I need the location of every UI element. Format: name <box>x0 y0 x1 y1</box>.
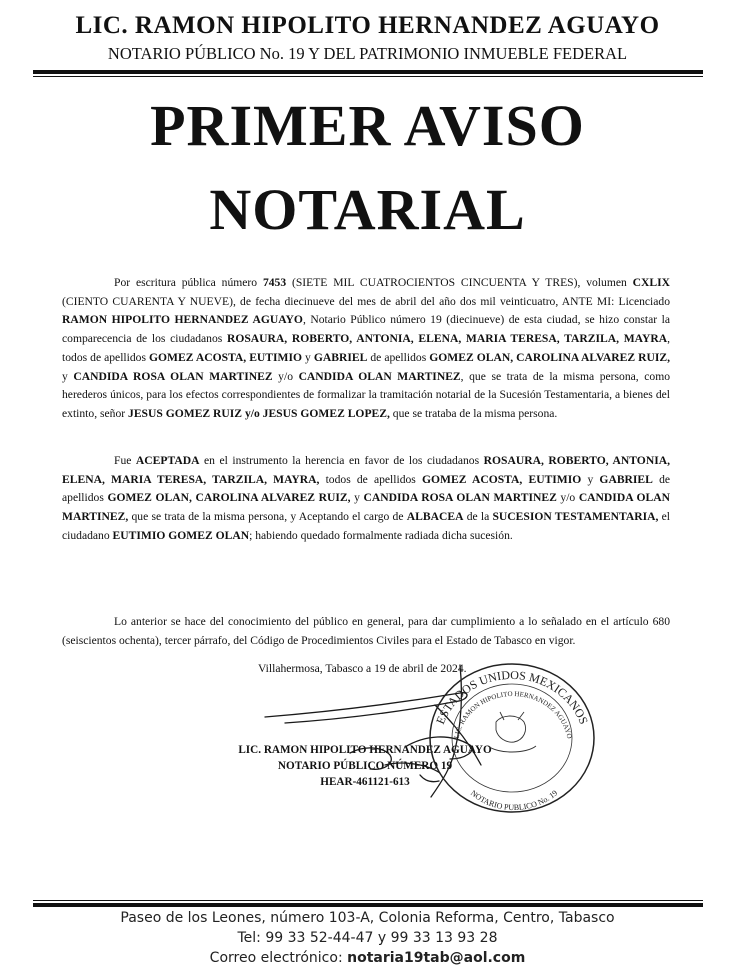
text-segment: EUTIMIO GOMEZ OLAN <box>112 528 250 542</box>
text-segment: y <box>581 472 600 486</box>
paragraph-deed <box>62 274 670 424</box>
footer-email-link[interactable]: notaria19tab@aol.com <box>347 950 526 966</box>
text-segment: CXLIX <box>632 276 670 289</box>
text-segment: (SIETE MIL CUATROCIENTOS CINCUENTA Y TRES), volumen <box>286 276 633 289</box>
seal-bottom-text: NOTARIO PUBLICO No. 19 <box>468 788 560 813</box>
paragraph-publication <box>62 613 670 650</box>
text-segment: y/o <box>556 491 579 505</box>
text-segment: de apellidos <box>367 350 430 364</box>
text-segment: GOMEZ OLAN, CAROLINA ALVAREZ RUIZ, <box>429 350 671 364</box>
place-and-date: Villahermosa, Tabasco a 19 de abril de 2024. <box>258 662 467 675</box>
footer-address: Paseo de los Leones, número 103-A, Colonia Reforma, Centro, Tabasco <box>120 910 615 926</box>
header-rule-thin <box>33 76 703 77</box>
text-segment: ; habiendo quedado formalmente radiada dicha sucesión. <box>249 528 513 542</box>
footer-rule-thin <box>33 900 703 901</box>
text-segment: Por escritura pública número <box>114 276 263 289</box>
text-segment: ACEPTADA <box>135 454 200 467</box>
text-segment: GABRIEL <box>313 350 368 364</box>
text-segment: , Notario Público número 19 (diecinueve) de esta ciudad, se hizo constar la comparecencia de los ciudadanos <box>62 313 670 346</box>
text-segment: todos de apellidos <box>319 472 422 486</box>
text-segment: y <box>350 491 364 505</box>
text-segment: CANDIDA OLAN MARTINEZ <box>298 369 461 383</box>
header-rule-thick <box>33 70 703 74</box>
text-segment: de la <box>463 510 493 524</box>
signer-name: LIC. RAMON HIPOLITO HERNANDEZ AGUAYO <box>238 744 492 756</box>
footer-phone: Tel: 99 33 52-44-47 y 99 33 13 93 28 <box>237 930 498 946</box>
eagle-emblem-icon <box>488 712 536 752</box>
text-segment: Lo anterior se hace del conocimiento del público en general, para dar cumplimiento a lo señalado en el artículo 680 (seiscientos ochenta), tercer párrafo, del Código de Procedimientos Civiles para el Estado de Tabasco en vigor. <box>62 615 670 647</box>
text-segment: ALBACEA <box>406 510 464 524</box>
text-segment: y/o <box>272 369 299 383</box>
text-segment: CANDIDA ROSA OLAN MARTINEZ <box>73 369 273 383</box>
notary-seal <box>418 650 603 815</box>
text-segment: y <box>62 369 74 383</box>
seal-inner-text: LIC. RAMON HIPOLITO HERNANDEZ AGUAYO <box>452 689 574 740</box>
text-segment: SUCESION TESTAMENTARIA, <box>492 510 659 524</box>
text-segment: 7453 <box>262 276 287 289</box>
text-segment: JESUS GOMEZ RUIZ y/o JESUS GOMEZ LOPEZ, <box>128 406 390 420</box>
seal-outer-text: ESTADOS UNIDOS MEXICANOS <box>433 667 591 727</box>
text-segment: que se trata de la misma persona, y Aceptando el cargo de <box>128 510 407 524</box>
text-segment: ROSAURA, ROBERTO, ANTONIA, ELENA, MARIA TERESA, TARZILA, MAYRA <box>226 332 668 346</box>
paragraph-acceptance <box>62 452 670 546</box>
text-segment: CANDIDA OLAN MARTINEZ, <box>62 491 671 524</box>
text-segment: RAMON HIPOLITO HERNANDEZ AGUAYO <box>62 313 303 327</box>
text-segment: Fue <box>114 454 136 467</box>
text-segment: y <box>302 350 314 364</box>
text-segment: GABRIEL <box>599 472 653 486</box>
text-segment: GOMEZ ACOSTA, EUTIMIO <box>421 472 582 486</box>
notary-subtitle: NOTARIO PÚBLICO No. 19 Y DEL PATRIMONIO INMUEBLE FEDERAL <box>107 44 628 63</box>
text-segment: de apellidos <box>62 472 671 505</box>
text-segment: GOMEZ OLAN, CAROLINA ALVAREZ RUIZ, <box>107 491 351 505</box>
footer-email-line <box>0 950 735 966</box>
text-segment: ROSAURA, ROBERTO, ANTONIA, ELENA, MARIA TERESA, TARZILA, MAYRA, <box>62 454 670 486</box>
footer-rule-thick <box>33 903 703 907</box>
document-title-line2: NOTARIAL <box>209 177 526 242</box>
text-segment: el ciudadano <box>62 510 671 542</box>
notary-name-heading: LIC. RAMON HIPOLITO HERNANDEZ AGUAYO <box>75 12 660 39</box>
text-segment: , todos de apellidos <box>62 332 670 364</box>
document-title-line1: PRIMER AVISO <box>150 93 585 158</box>
text-segment: , que se trata de la misma persona, como herederos únicos, para los efectos correspondientes de formalizar la tramitación notarial de la Sucesión Testamentaria, a bienes del extinto, señor <box>62 369 671 420</box>
text-segment: (CIENTO CUARENTA Y NUEVE), de fecha diecinueve del mes de abril del año dos mil veinticuatro, ANTE MI: Licenciado <box>62 294 670 308</box>
text-segment: GOMEZ ACOSTA, EUTIMIO <box>149 350 303 364</box>
signer-title: NOTARIO PÚBLICO NÚMERO 19 <box>277 760 453 772</box>
signer-rfc: HEAR-461121-613 <box>320 776 410 788</box>
text-segment: en el instrumento la herencia en favor de los ciudadanos <box>199 454 484 467</box>
footer-email-label: Correo electrónico: <box>209 950 348 966</box>
text-segment: CANDIDA ROSA OLAN MARTINEZ <box>363 491 557 505</box>
text-segment: que se trataba de la misma persona. <box>389 406 558 420</box>
